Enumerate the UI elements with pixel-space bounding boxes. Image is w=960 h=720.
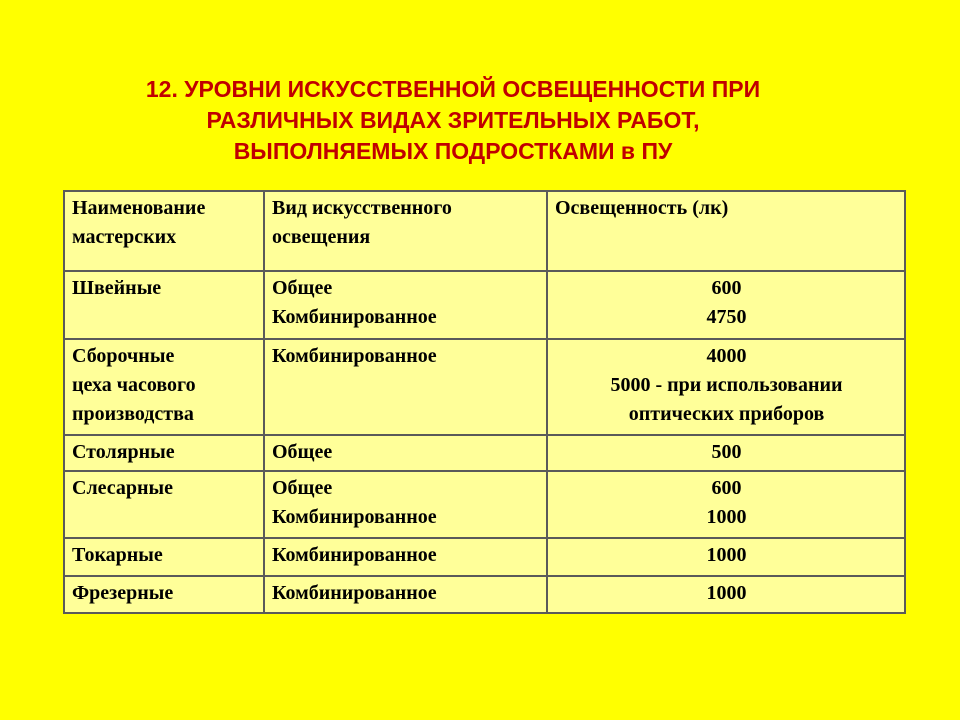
cell-illuminance — [547, 435, 905, 471]
cell-text: 600 — [711, 277, 742, 299]
cell-workshop — [64, 339, 264, 435]
cell-illuminance — [547, 471, 905, 538]
cell-text: Комбинированное — [272, 582, 437, 604]
cell-text: Швейные — [72, 277, 162, 299]
cell-illuminance — [547, 576, 905, 613]
cell-workshop — [64, 271, 264, 339]
cell-text: 1000 — [706, 582, 747, 604]
cell-text: 500 — [711, 441, 742, 463]
cell-text: цеха часового — [72, 374, 196, 396]
cell-text: Комбинированное — [272, 506, 437, 528]
cell-text: Комбинированное — [272, 306, 437, 328]
cell-text: Токарные — [72, 544, 163, 566]
cell-text: оптических приборов — [628, 403, 825, 425]
cell-text: Слесарные — [72, 477, 174, 499]
cell-text: Комбинированное — [272, 345, 437, 367]
slide-title-line: 12. УРОВНИ ИСКУССТВЕННОЙ ОСВЕЩЕННОСТИ ПРИ — [145, 76, 761, 102]
slide-title-line: ВЫПОЛНЯЕМЫХ ПОДРОСТКАМИ в ПУ — [233, 138, 673, 164]
cell-text: 4750 — [706, 306, 747, 328]
cell-lighting — [264, 271, 547, 339]
cell-text: Столярные — [72, 441, 175, 463]
table-row — [64, 271, 905, 339]
table-row — [64, 339, 905, 435]
cell-illuminance — [547, 538, 905, 576]
cell-text: Комбинированное — [272, 544, 437, 566]
table-row — [64, 471, 905, 538]
header-text: освещения — [272, 226, 371, 248]
header-lighting-type — [264, 191, 547, 271]
cell-text: Общее — [272, 477, 333, 499]
table-header-row — [64, 191, 905, 271]
header-text: мастерских — [72, 226, 177, 248]
header-text: Освещенность (лк) — [555, 197, 729, 219]
table-row — [64, 435, 905, 471]
cell-lighting — [264, 538, 547, 576]
cell-text: Общее — [272, 441, 333, 463]
cell-text: производства — [72, 403, 194, 425]
header-text: Наименование — [72, 197, 206, 219]
header-workshop — [64, 191, 264, 271]
cell-lighting — [264, 576, 547, 613]
table-row — [64, 538, 905, 576]
cell-lighting — [264, 339, 547, 435]
cell-text: 1000 — [706, 544, 747, 566]
cell-text: 600 — [711, 477, 742, 499]
cell-text: 1000 — [706, 506, 747, 528]
cell-workshop — [64, 435, 264, 471]
slide-title-line: РАЗЛИЧНЫХ ВИДАХ ЗРИТЕЛЬНЫХ РАБОТ, — [206, 107, 700, 133]
cell-illuminance — [547, 339, 905, 435]
cell-text: Сборочные — [72, 345, 175, 367]
header-text: Вид искусственного — [272, 197, 452, 219]
cell-lighting — [264, 471, 547, 538]
cell-workshop — [64, 576, 264, 613]
illuminance-table-container — [63, 190, 906, 614]
illuminance-table — [63, 190, 906, 614]
slide-title — [0, 74, 906, 167]
cell-workshop — [64, 471, 264, 538]
table-row — [64, 576, 905, 613]
cell-illuminance — [547, 271, 905, 339]
cell-text: 5000 - при использовании — [610, 374, 843, 396]
cell-text: 4000 — [706, 345, 747, 367]
cell-text: Фрезерные — [72, 582, 174, 604]
cell-workshop — [64, 538, 264, 576]
cell-text: Общее — [272, 277, 333, 299]
header-illuminance — [547, 191, 905, 271]
cell-lighting — [264, 435, 547, 471]
